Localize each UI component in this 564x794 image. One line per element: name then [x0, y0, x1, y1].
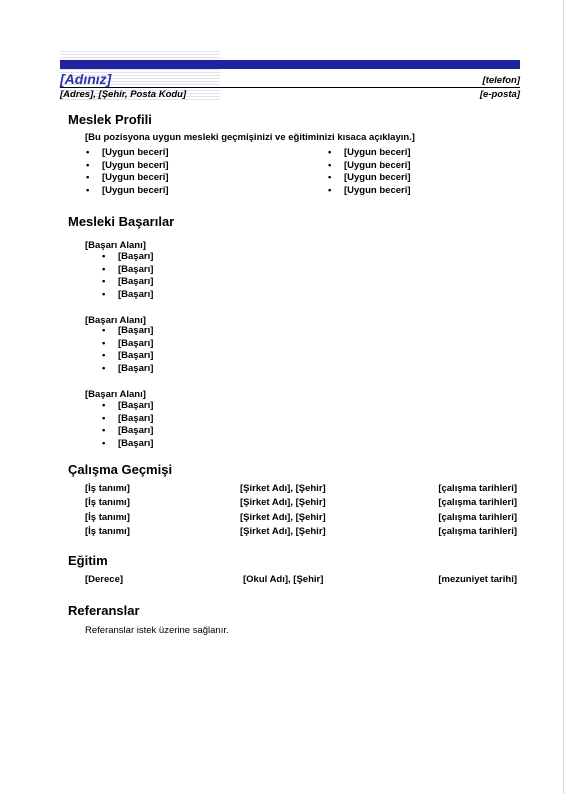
company-field[interactable]: [Şirket Adı], [Şehir]	[240, 483, 326, 494]
achievement-item[interactable]: • [Başarı]	[102, 325, 153, 338]
achievement-list	[102, 251, 153, 301]
skills-list-right	[328, 147, 411, 197]
profile-section-title: Meslek Profili	[68, 112, 152, 127]
work-dates-field[interactable]: [çalışma tarihleri]	[438, 512, 517, 523]
skill-item[interactable]: • [Uygun beceri]	[328, 172, 411, 185]
work-dates-field[interactable]: [çalışma tarihleri]	[438, 483, 517, 494]
graduation-date-field[interactable]: [mezuniyet tarihi]	[438, 574, 517, 585]
achievement-item[interactable]: • [Başarı]	[102, 276, 153, 289]
header-accent-bar	[60, 60, 520, 69]
header-rule	[60, 87, 520, 88]
work-row	[85, 512, 517, 524]
achievement-list	[102, 325, 153, 375]
phone-field[interactable]: [telefon]	[482, 75, 520, 86]
references-section-title: Referanslar	[68, 603, 140, 618]
work-row	[85, 526, 517, 538]
achievement-item[interactable]: • [Başarı]	[102, 425, 153, 438]
company-field[interactable]: [Şirket Adı], [Şehir]	[240, 526, 326, 537]
achievement-item[interactable]: • [Başarı]	[102, 251, 153, 264]
achievement-item[interactable]: • [Başarı]	[102, 338, 153, 351]
profile-summary[interactable]: [Bu pozisyona uygun mesleki geçmişinizi ve eğitiminizi kısaca açıklayın.]	[85, 132, 415, 143]
skill-item[interactable]: • [Uygun beceri]	[86, 185, 169, 198]
achievement-area-label[interactable]: [Başarı Alanı]	[85, 315, 146, 326]
references-text[interactable]: Referanslar istek üzerine sağlanır.	[85, 625, 229, 636]
resume-header	[60, 51, 520, 101]
company-field[interactable]: [Şirket Adı], [Şehir]	[240, 512, 326, 523]
work-dates-field[interactable]: [çalışma tarihleri]	[438, 497, 517, 508]
achievement-item[interactable]: • [Başarı]	[102, 264, 153, 277]
work-dates-field[interactable]: [çalışma tarihleri]	[438, 526, 517, 537]
achievement-item[interactable]: • [Başarı]	[102, 438, 153, 451]
skill-item[interactable]: • [Uygun beceri]	[86, 147, 169, 160]
job-title-field[interactable]: [İş tanımı]	[85, 526, 130, 537]
work-row	[85, 497, 517, 509]
achievement-list	[102, 400, 153, 450]
school-field[interactable]: [Okul Adı], [Şehir]	[243, 574, 324, 585]
job-title-field[interactable]: [İş tanımı]	[85, 497, 130, 508]
education-row	[85, 574, 517, 586]
skill-item[interactable]: • [Uygun beceri]	[86, 160, 169, 173]
skill-item[interactable]: • [Uygun beceri]	[328, 160, 411, 173]
achievement-item[interactable]: • [Başarı]	[102, 400, 153, 413]
address-field[interactable]: [Adres], [Şehir, Posta Kodu]	[60, 89, 187, 100]
achievement-area-label[interactable]: [Başarı Alanı]	[85, 389, 146, 400]
achievement-item[interactable]: • [Başarı]	[102, 350, 153, 363]
skill-item[interactable]: • [Uygun beceri]	[328, 185, 411, 198]
company-field[interactable]: [Şirket Adı], [Şehir]	[240, 497, 326, 508]
work-row	[85, 483, 517, 495]
job-title-field[interactable]: [İş tanımı]	[85, 483, 130, 494]
skills-list-left	[86, 147, 169, 197]
skill-item[interactable]: • [Uygun beceri]	[86, 172, 169, 185]
applicant-name[interactable]: [Adınız]	[60, 71, 112, 87]
education-section-title: Eğitim	[68, 553, 108, 568]
email-field[interactable]: [e-posta]	[479, 89, 520, 100]
achievement-item[interactable]: • [Başarı]	[102, 363, 153, 376]
job-title-field[interactable]: [İş tanımı]	[85, 512, 130, 523]
work-section-title: Çalışma Geçmişi	[68, 462, 173, 477]
achievement-item[interactable]: • [Başarı]	[102, 413, 153, 426]
achievement-area-label[interactable]: [Başarı Alanı]	[85, 240, 146, 251]
achievements-section-title: Mesleki Başarılar	[68, 214, 175, 229]
skill-item[interactable]: • [Uygun beceri]	[328, 147, 411, 160]
achievement-item[interactable]: • [Başarı]	[102, 289, 153, 302]
degree-field[interactable]: [Derece]	[85, 574, 124, 585]
